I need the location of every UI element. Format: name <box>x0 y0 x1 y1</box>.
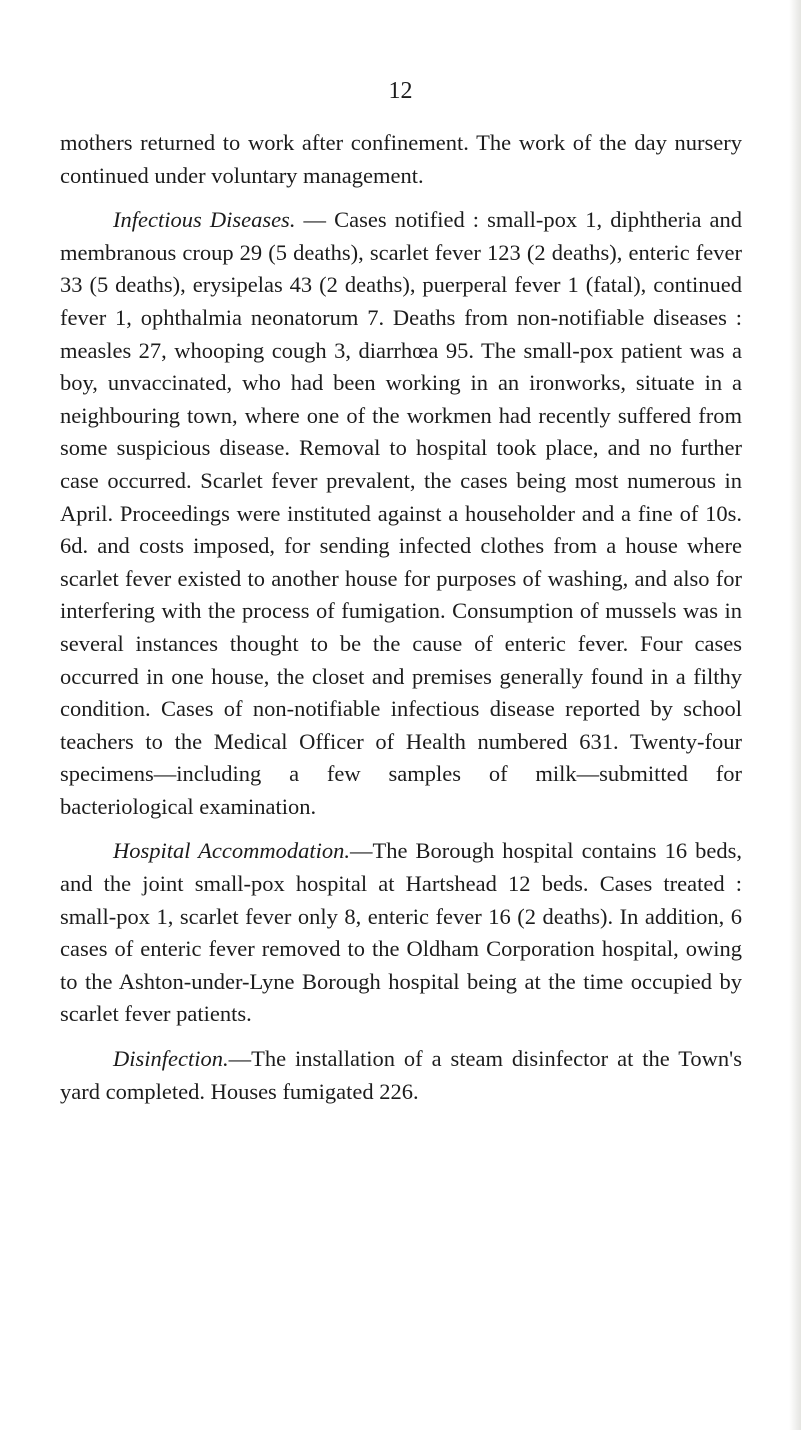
paragraph-infectious-diseases <box>60 204 742 823</box>
section-heading-disinfection: Disinfection. <box>113 1046 229 1072</box>
paragraph-disinfection <box>60 1043 742 1108</box>
paragraph-text: — Cases notified : small-pox 1, diphtheria and membranous croup 29 (5 deaths), scarlet fever 123 (2 deaths), enteric fever 33 (5 deaths), erysipelas 43 (2 deaths), puerperal fever 1 (fatal), continued fever 1, ophthalmia neonatorum 7. Deaths from non-notifiable diseases : measles 27, whooping cough 3, diarrhœa 95. The small-pox patient was a boy, unvaccinated, who had been working in an ironworks, situate in a neighbouring town, where one of the workmen had recently suffered from some suspicious disease. Removal to hospital took place, and no further case occurred. Scarlet fever prevalent, the cases being most numerous in April. Proceedings were instituted against a householder and a fine of 10s. 6d. and costs imposed, for sending infected clothes from a house where scarlet fever existed to another house for purposes of washing, and also for interfering with the process of fumigation. Consumption of mussels was in several instances thought to be the cause of enteric fever. Four cases occurred in one house, the closet and premises generally found in a filthy condition. Cases of non-notifiable infectious disease reported by school teachers to the Medical Officer of Health numbered 631. Twenty-four specimens—including a few samples of milk—submitted for bacteriological examination. <box>60 207 743 819</box>
page-edge-shadow <box>789 0 801 1430</box>
section-heading-hospital-accommodation: Hospital Accommodation. <box>113 838 350 864</box>
paragraph-text: —The Borough hospital contains 16 beds, and the joint small-pox hospital at Hartshead 12 beds. Cases treated : small-pox 1, scarlet fever only 8, enteric fever 16 (2 deaths). In addition, 6 cases of enteric fever removed to the Oldham Corporation hospital, owing to the Ashton-under-Lyne Borough hospital being at the time occupied by scarlet fever patients. <box>60 838 742 1027</box>
paragraph-text: mothers returned to work after confinement. The work of the day nursery continued under voluntary management. <box>60 130 742 188</box>
section-heading-infectious-diseases: Infectious Diseases. <box>113 207 296 233</box>
paragraph-hospital-accommodation <box>60 835 742 1031</box>
page-number: 12 <box>388 78 413 104</box>
document-body <box>60 127 742 1120</box>
paragraph-continuation <box>60 127 742 192</box>
paragraph-text: —The installation of a steam disinfector at the Town's yard completed. Houses fumigated 226. <box>60 1046 742 1104</box>
